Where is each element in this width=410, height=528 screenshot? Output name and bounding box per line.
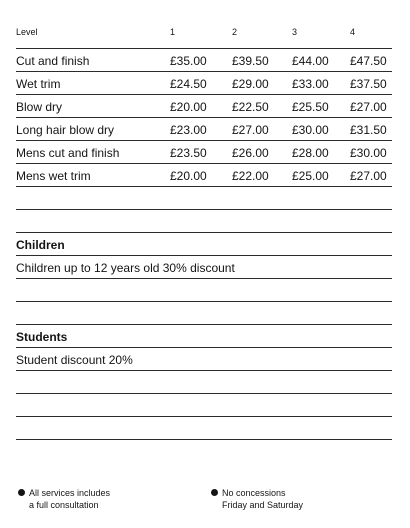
price-cell: £30.00: [350, 146, 387, 160]
blank-line: [16, 394, 392, 417]
blank-line: [16, 302, 392, 325]
price-cell: £47.50: [350, 54, 387, 68]
price-list: [16, 0, 392, 440]
price-cell: £37.50: [350, 77, 387, 91]
children-heading: [16, 233, 392, 256]
footer-left-line2: a full consultation: [29, 500, 99, 510]
price-cell: £31.50: [350, 123, 387, 137]
price-cell: £26.00: [232, 146, 269, 160]
table-row: [16, 118, 392, 141]
table-header: [16, 0, 392, 49]
footer-left-line1: All services includes: [29, 488, 111, 498]
service-name: Wet trim: [16, 77, 61, 91]
price-cell: £35.00: [170, 54, 207, 68]
footer-right-line2: Friday and Saturday: [222, 500, 304, 510]
blank-line: [16, 417, 392, 440]
footer-consultation-note: [18, 487, 110, 511]
table-row: [16, 141, 392, 164]
price-cell: £24.50: [170, 77, 207, 91]
price-cell: £27.00: [350, 100, 387, 114]
students-heading-text: Students: [16, 330, 68, 344]
service-name: Long hair blow dry: [16, 123, 115, 137]
service-name: Cut and finish: [16, 54, 90, 68]
blank-line: [16, 187, 392, 210]
header-level-3: 3: [292, 27, 298, 37]
blank-line: [16, 210, 392, 233]
service-name: Blow dry: [16, 100, 63, 114]
price-cell: £39.50: [232, 54, 269, 68]
students-note-text: Student discount 20%: [16, 353, 133, 367]
header-level-4: 4: [350, 27, 356, 37]
table-row: [16, 164, 392, 187]
blank-line: [16, 279, 392, 302]
header-level-1: 1: [170, 27, 176, 37]
service-name: Mens cut and finish: [16, 146, 120, 160]
children-heading-text: Children: [16, 238, 65, 252]
price-cell: £23.00: [170, 123, 207, 137]
price-cell: £28.00: [292, 146, 329, 160]
students-heading: [16, 325, 392, 348]
price-cell: £22.00: [232, 169, 269, 183]
price-cell: £23.50: [170, 146, 207, 160]
price-cell: £33.00: [292, 77, 329, 91]
children-note: [16, 256, 392, 279]
price-cell: £29.00: [232, 77, 269, 91]
service-name: Mens wet trim: [16, 169, 91, 183]
blank-line: [16, 371, 392, 394]
table-row: [16, 95, 392, 118]
table-row: [16, 49, 392, 72]
header-level: Level: [16, 27, 38, 37]
bullet-icon: [18, 489, 25, 496]
price-cell: £44.00: [292, 54, 329, 68]
price-cell: £27.00: [350, 169, 387, 183]
bullet-icon: [211, 489, 218, 496]
footer-concessions-note: [211, 487, 303, 511]
price-cell: £27.00: [232, 123, 269, 137]
header-level-2: 2: [232, 27, 238, 37]
price-cell: £25.50: [292, 100, 329, 114]
table-row: [16, 72, 392, 95]
children-note-text: Children up to 12 years old 30% discount: [16, 261, 235, 275]
students-note: [16, 348, 392, 371]
footer-right-line1: No concessions: [222, 488, 286, 498]
price-cell: £25.00: [292, 169, 329, 183]
price-cell: £20.00: [170, 100, 207, 114]
price-cell: £20.00: [170, 169, 207, 183]
price-cell: £30.00: [292, 123, 329, 137]
price-cell: £22.50: [232, 100, 269, 114]
